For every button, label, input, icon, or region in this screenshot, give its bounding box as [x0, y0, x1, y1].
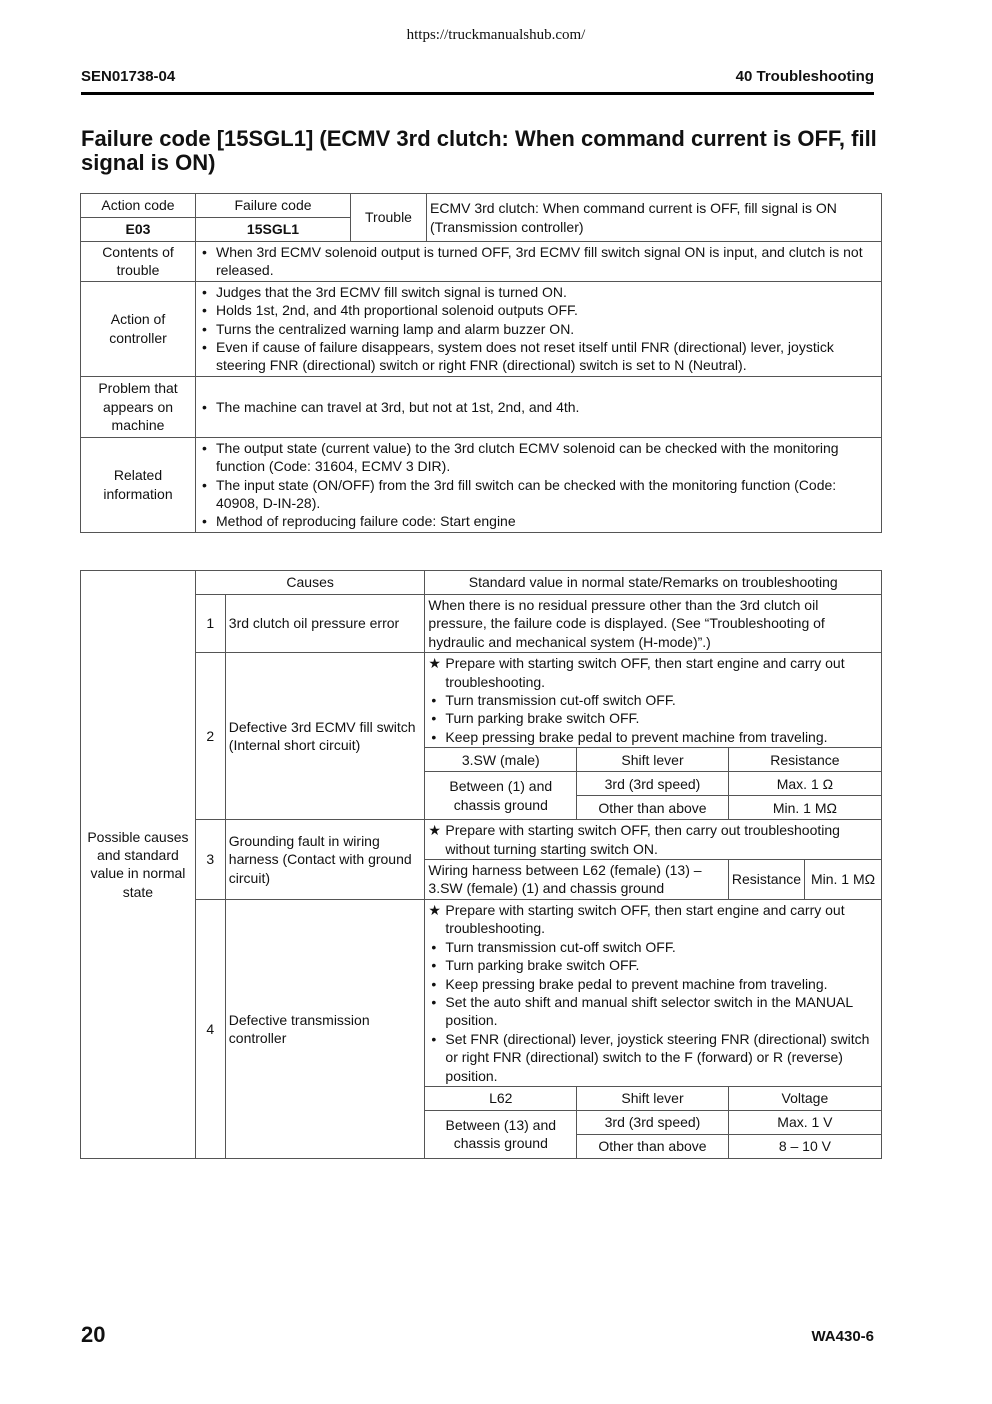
- source-url[interactable]: https://truckmanualshub.com/: [406, 27, 586, 43]
- preparation-note: ★ Prepare with starting switch OFF, then start engine and carry out troubleshooting.: [428, 901, 878, 938]
- procedure-step: • Turn transmission cut-off switch OFF.: [428, 691, 878, 709]
- possible-causes-table: [80, 570, 882, 1159]
- cause-name: 3rd clutch oil pressure error: [225, 595, 425, 653]
- page-title: Failure code [15SGL1] (ECMV 3rd clutch: When command current is OFF, fill signal is ON): [81, 126, 877, 175]
- shift-lever-value: Other than above: [577, 1134, 729, 1158]
- measure-col-header: Shift lever: [577, 748, 729, 772]
- failure-code-label: Failure code: [196, 194, 351, 218]
- action-of-controller-item: • Turns the centralized warning lamp and alarm buzzer ON.: [199, 320, 878, 338]
- cause-name: Grounding fault in wiring harness (Contact with ground circuit): [225, 820, 425, 900]
- standard-value-header: Standard value in normal state/Remarks on troubleshooting: [425, 571, 882, 595]
- measure-col-header: Shift lever: [577, 1086, 729, 1110]
- measure-col-header: Resistance: [728, 748, 881, 772]
- page-number: 20: [81, 1322, 106, 1347]
- shift-lever-value: 3rd (3rd speed): [577, 772, 729, 796]
- procedure-step: • Set FNR (directional) lever, joystick steering FNR (directional) switch or right FNR (directional) switch to the F (forward) or R (reverse) position.: [428, 1030, 878, 1085]
- contents-of-trouble-label: Contents of trouble: [81, 242, 196, 282]
- cause-number: 3: [195, 820, 225, 900]
- section-title: 40 Troubleshooting: [735, 68, 874, 85]
- action-code-value: E03: [81, 218, 196, 242]
- wiring-harness-point: Wiring harness between L62 (female) (13) – 3.SW (female) (1) and chassis ground: [425, 860, 728, 900]
- header-rule: [81, 92, 874, 95]
- possible-causes-label: Possible causes and standard value in normal state: [81, 571, 196, 1159]
- cause-number: 4: [195, 899, 225, 1158]
- shift-lever-value: 3rd (3rd speed): [577, 1110, 729, 1134]
- contents-of-trouble-item: • When 3rd ECMV solenoid output is turned OFF, 3rd ECMV fill switch signal ON is input, and clutch is not released.: [199, 243, 878, 280]
- related-information-item: • The input state (ON/OFF) from the 3rd fill switch can be checked with the monitoring function (Code: 40908, D-IN-28).: [199, 476, 878, 513]
- trouble-text: ECMV 3rd clutch: When command current is OFF, fill signal is ON (Transmission controller): [427, 194, 882, 242]
- cause-number: 2: [195, 653, 225, 820]
- trouble-label: Trouble: [351, 194, 427, 242]
- problem-on-machine-label: Problem that appears on machine: [81, 376, 196, 437]
- machine-model: WA430-6: [811, 1328, 874, 1345]
- measure-point: Between (13) and chassis ground: [425, 1110, 577, 1158]
- resistance-value: Min. 1 MΩ: [805, 860, 882, 900]
- procedure-step: • Keep pressing brake pedal to prevent machine from traveling.: [428, 728, 878, 746]
- related-information-item: • The output state (current value) to the 3rd clutch ECMV solenoid can be checked with the monitoring function (Code: 31604, ECMV 3 DIR).: [199, 439, 878, 476]
- action-of-controller-item: • Even if cause of failure disappears, system does not reset itself until FNR (directional) lever, joystick steering FNR (directional) switch or right FNR (directional) switch is set to N (Neutral).: [199, 338, 878, 375]
- action-code-label: Action code: [81, 194, 196, 218]
- action-of-controller-label: Action of controller: [81, 281, 196, 376]
- standard-value: Max. 1 V: [728, 1110, 881, 1134]
- measure-col-header: L62: [425, 1086, 577, 1110]
- cause-remark: When there is no residual pressure other than the 3rd clutch oil pressure, the failure code is displayed. (See “Troubleshooting of hydraulic and mechanical system (H-mode)”.): [425, 595, 882, 653]
- problem-on-machine-item: • The machine can travel at 3rd, but not at 1st, 2nd, and 4th.: [199, 398, 878, 416]
- related-information-item: • Method of reproducing failure code: Start engine: [199, 512, 878, 530]
- measure-point: Between (1) and chassis ground: [425, 772, 577, 820]
- cause-name: Defective transmission controller: [225, 899, 425, 1158]
- shift-lever-value: Other than above: [577, 796, 729, 820]
- related-information-label: Related information: [81, 437, 196, 532]
- measure-col-header: Voltage: [728, 1086, 881, 1110]
- measure-col-header: 3.SW (male): [425, 748, 577, 772]
- standard-value: Max. 1 Ω: [728, 772, 881, 796]
- preparation-note: ★ Prepare with starting switch OFF, then start engine and carry out troubleshooting.: [428, 654, 878, 691]
- procedure-step: • Turn transmission cut-off switch OFF.: [428, 938, 878, 956]
- document-code: SEN01738-04: [81, 68, 176, 85]
- action-of-controller-item: • Judges that the 3rd ECMV fill switch signal is turned ON.: [199, 283, 878, 301]
- resistance-label: Resistance: [728, 860, 804, 900]
- failure-summary-table: [80, 193, 882, 533]
- cause-name: Defective 3rd ECMV fill switch (Internal short circuit): [225, 653, 425, 820]
- procedure-step: • Set the auto shift and manual shift selector switch in the MANUAL position.: [428, 993, 878, 1030]
- causes-header: Causes: [195, 571, 425, 595]
- action-of-controller-item: • Holds 1st, 2nd, and 4th proportional solenoid outputs OFF.: [199, 301, 878, 319]
- preparation-note: ★ Prepare with starting switch OFF, then carry out troubleshooting without turning starting switch ON.: [428, 821, 878, 858]
- procedure-step: • Keep pressing brake pedal to prevent machine from traveling.: [428, 975, 878, 993]
- standard-value: Min. 1 MΩ: [728, 796, 881, 820]
- procedure-step: • Turn parking brake switch OFF.: [428, 956, 878, 974]
- standard-value: 8 – 10 V: [728, 1134, 881, 1158]
- cause-number: 1: [195, 595, 225, 653]
- failure-code-value: 15SGL1: [196, 218, 351, 242]
- procedure-step: • Turn parking brake switch OFF.: [428, 709, 878, 727]
